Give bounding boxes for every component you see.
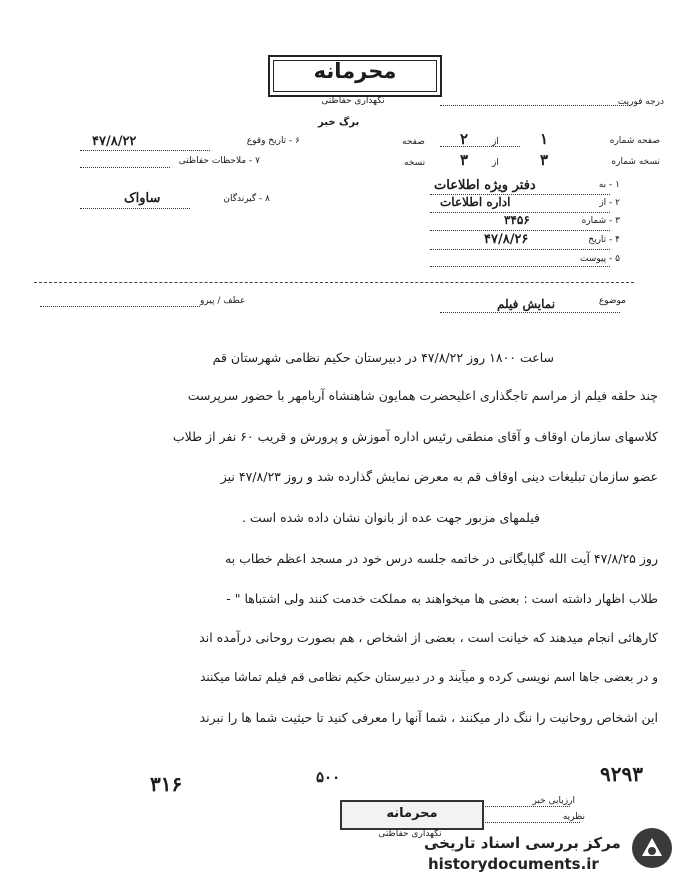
assessment-label: ارزیابی خبر [532,796,575,806]
bottom-classification-stamp [340,800,484,830]
number-label: ۳ - شماره [581,216,620,226]
body-line-4: عضو سازمان تبلیغات دینی اوقاف قم به معرض نمایش گذارده شد و روز ۴۷/۸/۲۳ نیز [220,469,658,484]
body-line-8: کارهائی انجام میدهند که خیانت است ، بعضی از اشخاص ، هم بصورت روحانی درآمده اند [199,630,658,645]
number-value: ۳۴۵۶ [504,213,530,227]
to-value: دفتر ویژه اطلاعات [434,178,536,193]
sheet-label: برگ خبر [318,117,360,128]
to-label: ۱ - به [598,180,620,190]
handwritten-mid: ۵۰۰ [316,768,341,786]
from-value: اداره اطلاعات [440,195,511,209]
bottom-stamp-text: محرمانه [386,806,438,821]
bottom-stamp-sub: نگهداری حفاظتی [378,829,442,839]
classification-stamp [268,55,442,97]
page-word: صفحه [402,137,425,147]
opinion-label: نظریه [562,812,585,822]
of-label-2: از [492,158,499,168]
page-no-value: ۱ [540,130,549,148]
page-total-value: ۲ [460,130,469,148]
copy-total-value: ۳ [460,151,469,169]
date-label: ۴ - تاریخ [588,235,620,245]
body-line-6: روز ۴۷/۸/۲۵ آیت الله گلپایگانی در خاتمه جلسه درس خود در مسجد اعظم خطاب به [224,551,658,566]
security-notes-label: ۷ - ملاحظات حفاظتی [178,156,260,166]
copy-no-value: ۳ [540,151,549,169]
attachment-label: ۵ - پیوست [579,254,620,264]
handwritten-code: ۹۲۹۳ [600,762,643,786]
watermark-url: historydocuments.ir [428,855,599,873]
body-line-10: این اشخاص روحانیت را ننگ دار میکنند ، شما آنها را معرفی کنید تا حیثیت شما ها را نبرند [199,710,658,725]
body-line-5: فیلمهای مزبور جهت عده از بانوان نشان داده شده است . [241,510,540,525]
date-of-event-value: ۴۷/۸/۲۲ [92,134,137,149]
body-line-1: ساعت ۱۸۰۰ روز ۴۷/۸/۲۲ در دبیرستان حکیم نظامی شهرستان قم [212,350,554,365]
subject-label: موضوع [598,296,626,306]
reference-label: عطف / پیرو [200,296,246,306]
copy-word: نسخه [404,158,426,168]
body-line-2: چند حلقه فیلم از مراسم تاجگذاری اعلیحضرت همایون شاهنشاه آریامهر با حضور سرپرست [187,388,658,403]
date-value: ۴۷/۸/۲۶ [484,232,529,247]
watermark-name: مرکز بررسی اسناد تاریخی [424,834,621,852]
stamp-subtitle: نگهداری حفاظتی [321,96,385,106]
handwritten-left: ۳۱۶ [150,772,183,796]
stamp-title: محرمانه [313,59,397,83]
page-no-label: صفحه شماره [609,136,660,146]
archive-logo-icon [630,826,674,870]
from-label: ۲ - از [599,198,620,208]
body-line-7: طلاب اظهار داشته است : بعضی ها میخواهند به مملکت خدمت کنند ولی اشتباها " - [226,591,658,606]
subject-value: نمایش فیلم [497,297,556,311]
recipients-value: ساواک [124,191,161,206]
copy-no-label: نسخه شماره [611,157,660,167]
of-label: از [492,137,499,147]
recipients-label: ۸ - گیرندگان [223,194,270,204]
body-line-9: و در بعضی جاها اسم نویسی کرده و میآیند و در دبیرستان حکیم نظامی قم فیلم تماشا میکنند [200,670,658,684]
priority-label: درجه فوریت [617,97,664,107]
date-of-event-label: ۶ - تاریخ وقوع [246,136,300,146]
body-line-3: کلاسهای سازمان اوقاف و آقای منطقی رئیس اداره آموزش و پرورش و قریب ۶۰ نفر از طلاب [172,429,658,444]
